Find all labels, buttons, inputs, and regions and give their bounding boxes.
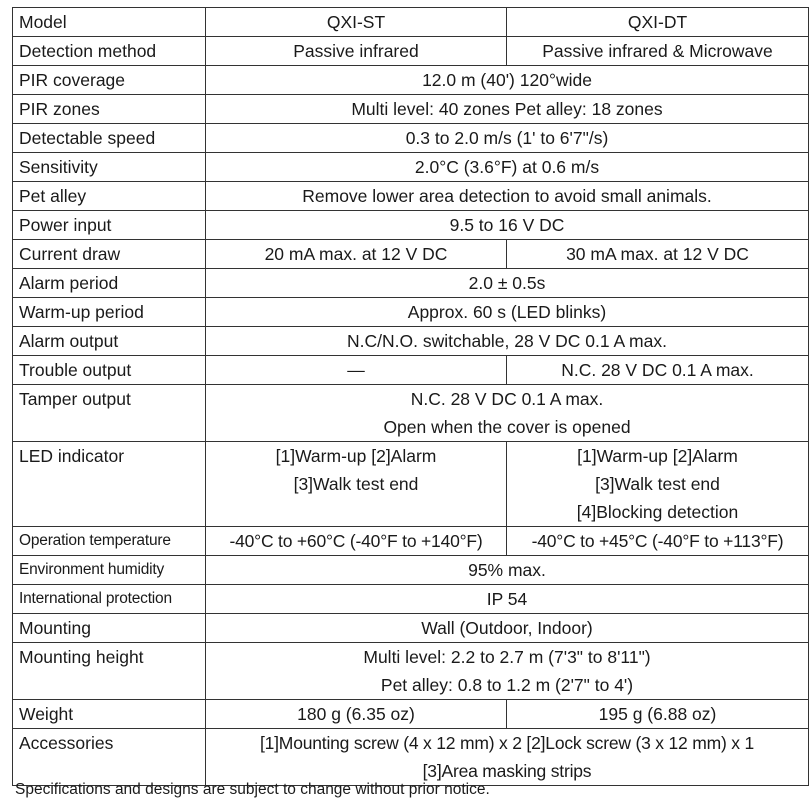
spec-label-text: Tamper output — [19, 389, 131, 409]
spec-label — [13, 527, 206, 556]
spec-value-both — [206, 585, 809, 614]
spec-row-mounting-height — [13, 643, 809, 700]
spec-label-text: Weight — [19, 704, 74, 724]
cell-line: Passive infrared — [293, 41, 419, 61]
cell-line: Remove lower area detection to avoid small animals. — [302, 186, 712, 206]
spec-value-both — [206, 729, 809, 786]
spec-value-both — [206, 153, 809, 182]
spec-label — [13, 95, 206, 124]
spec-value-qxi-dt — [507, 527, 809, 556]
cell-line: N.C. 28 V DC 0.1 A max. — [410, 389, 604, 409]
cell-line: Passive infrared & Microwave — [542, 41, 773, 61]
cell-line: Open when the cover is opened — [383, 417, 631, 437]
header-row — [13, 8, 809, 37]
spec-label — [13, 182, 206, 211]
spec-row-mounting — [13, 614, 809, 643]
spec-row-power-input — [13, 211, 809, 240]
spec-row-led-indicator — [13, 442, 809, 527]
spec-value-both — [206, 385, 809, 442]
spec-label-text: Alarm output — [19, 331, 119, 351]
spec-label — [13, 124, 206, 153]
spec-value-both — [206, 211, 809, 240]
spec-label-text: Current draw — [19, 244, 121, 264]
cell-line: 195 g (6.88 oz) — [598, 704, 717, 724]
spec-label-text: Mounting height — [19, 647, 144, 667]
spec-value-qxi-st — [206, 356, 507, 385]
cell-line: [1]Warm-up [2]Alarm — [577, 446, 738, 466]
cell-line: — — [347, 360, 365, 380]
spec-label-text: International protection — [19, 590, 172, 607]
spec-value-qxi-dt — [507, 240, 809, 269]
spec-value-qxi-dt — [507, 37, 809, 66]
spec-label — [13, 729, 206, 786]
spec-label — [13, 614, 206, 643]
spec-row-trouble-output — [13, 356, 809, 385]
spec-label — [13, 643, 206, 700]
spec-label — [13, 356, 206, 385]
cell-line: 9.5 to 16 V DC — [449, 215, 565, 235]
spec-value-both — [206, 182, 809, 211]
spec-row-warm-up-period — [13, 298, 809, 327]
spec-value-both — [206, 298, 809, 327]
header-qxi-dt: QXI-DT — [507, 8, 809, 37]
cell-line: [4]Blocking detection — [576, 502, 739, 522]
spec-value-qxi-st — [206, 37, 507, 66]
spec-value-both — [206, 327, 809, 356]
spec-label — [13, 585, 206, 614]
spec-value-both — [206, 614, 809, 643]
spec-row-current-draw — [13, 240, 809, 269]
footer-note: Specifications and designs are subject to change without prior notice. — [15, 781, 490, 798]
spec-label-text: Trouble output — [19, 360, 132, 380]
spec-row-pir-zones — [13, 95, 809, 124]
cell-line: -40°C to +45°C (-40°F to +113°F) — [531, 531, 784, 551]
spec-row-detectable-speed — [13, 124, 809, 153]
spec-value-both — [206, 556, 809, 585]
spec-value-qxi-dt — [507, 442, 809, 527]
cell-line: -40°C to +60°C (-40°F to +140°F) — [229, 531, 483, 551]
cell-line: Multi level: 40 zones Pet alley: 18 zones — [351, 99, 663, 119]
spec-label-text: PIR zones — [19, 99, 100, 119]
spec-value-both — [206, 95, 809, 124]
spec-row-environment-humidity — [13, 556, 809, 585]
spec-row-alarm-output — [13, 327, 809, 356]
spec-label-text: Sensitivity — [19, 157, 98, 177]
cell-line: 2.0°C (3.6°F) at 0.6 m/s — [414, 157, 600, 177]
spec-label — [13, 66, 206, 95]
spec-label-text: Mounting — [19, 618, 91, 638]
spec-label — [13, 269, 206, 298]
spec-label-text: Warm-up period — [19, 302, 144, 322]
spec-value-both — [206, 643, 809, 700]
spec-row-sensitivity — [13, 153, 809, 182]
cell-line: [1]Warm-up [2]Alarm — [275, 446, 437, 466]
spec-label — [13, 211, 206, 240]
header-model: Model — [13, 8, 206, 37]
spec-label — [13, 385, 206, 442]
cell-line: 95% max. — [468, 560, 546, 580]
spec-value-qxi-st — [206, 240, 507, 269]
cell-line: [3]Walk test end — [293, 474, 419, 494]
cell-line: N.C. 28 V DC 0.1 A max. — [561, 360, 754, 380]
spec-row-international-protection — [13, 585, 809, 614]
spec-value-both — [206, 124, 809, 153]
cell-line: Pet alley: 0.8 to 1.2 m (2'7" to 4') — [380, 675, 634, 695]
spec-label — [13, 442, 206, 527]
spec-label — [13, 240, 206, 269]
spec-value-qxi-st — [206, 442, 507, 527]
spec-label-text: Alarm period — [19, 273, 119, 293]
spec-label-text: Pet alley — [19, 186, 87, 206]
cell-line: Approx. 60 s (LED blinks) — [407, 302, 607, 322]
spec-row-tamper-output — [13, 385, 809, 442]
cell-line: 20 mA max. at 12 V DC — [264, 244, 448, 264]
cell-line: Multi level: 2.2 to 2.7 m (7'3" to 8'11") — [363, 647, 651, 667]
spec-row-pet-alley — [13, 182, 809, 211]
spec-label-text: LED indicator — [19, 446, 125, 466]
spec-row-alarm-period — [13, 269, 809, 298]
cell-line: IP 54 — [486, 589, 528, 609]
cell-line: Wall (Outdoor, Indoor) — [421, 618, 593, 638]
spec-value-qxi-st — [206, 527, 507, 556]
cell-line: [3]Area masking strips — [422, 761, 592, 781]
spec-label-text: Detection method — [19, 41, 157, 61]
spec-label — [13, 327, 206, 356]
spec-row-operation-temperature — [13, 527, 809, 556]
spec-row-accessories — [13, 729, 809, 786]
spec-label-text: PIR coverage — [19, 70, 126, 90]
spec-label-text: Environment humidity — [19, 561, 165, 578]
spec-label — [13, 700, 206, 729]
spec-value-both — [206, 66, 809, 95]
cell-line: [3]Walk test end — [595, 474, 720, 494]
cell-line: 180 g (6.35 oz) — [297, 704, 415, 724]
spec-value-qxi-dt — [507, 700, 809, 729]
cell-line: 2.0 ± 0.5s — [468, 273, 546, 293]
cell-line: 0.3 to 2.0 m/s (1' to 6'7"/s) — [405, 128, 609, 148]
spec-label — [13, 153, 206, 182]
spec-table — [12, 7, 809, 786]
spec-row-detection-method — [13, 37, 809, 66]
header-qxi-st: QXI-ST — [206, 8, 507, 37]
spec-label-text: Operation temperature — [19, 532, 171, 549]
cell-line: [1]Mounting screw (4 x 12 mm) x 2 [2]Lock screw (3 x 12 mm) x 1 — [259, 733, 755, 753]
cell-line: 30 mA max. at 12 V DC — [566, 244, 749, 264]
cell-line: 12.0 m (40') 120°wide — [422, 70, 592, 90]
spec-label — [13, 298, 206, 327]
spec-row-weight — [13, 700, 809, 729]
cell-line: N.C/N.O. switchable, 28 V DC 0.1 A max. — [347, 331, 667, 351]
spec-label-text: Detectable speed — [19, 128, 156, 148]
spec-label — [13, 37, 206, 66]
spec-value-qxi-dt — [507, 356, 809, 385]
spec-label-text: Accessories — [19, 733, 114, 753]
spec-label-text: Power input — [19, 215, 112, 235]
spec-label — [13, 556, 206, 585]
spec-value-both — [206, 269, 809, 298]
spec-row-pir-coverage — [13, 66, 809, 95]
spec-value-qxi-st — [206, 700, 507, 729]
